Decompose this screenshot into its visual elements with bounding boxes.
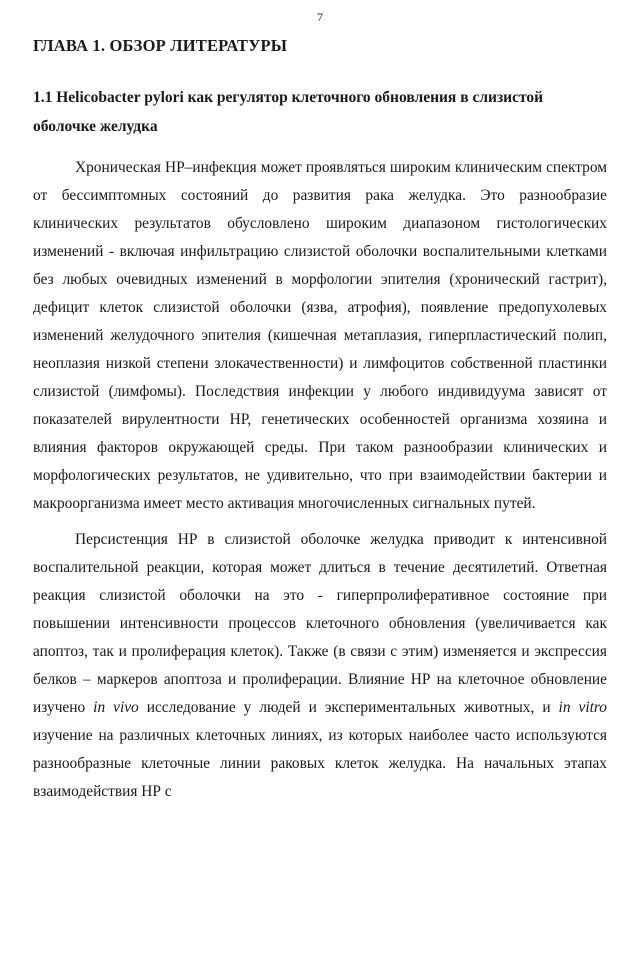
paragraph-2-part-1: Персистенция НР в слизистой оболочке желудка приводит к интенсивной воспалительной реакции, которая может длиться в течение десятилетий. Ответная реакция слизистой оболочки на это - гиперпролиферативное состояние при повышении интенсивности процессов клеточного обновления (увеличивается как апоптоз, так и пролиферация клеток). Также (в связи с этим) изменяется и экспрессия белков – маркеров апоптоза и пролиферации. Влияние НР на клеточное обновление изучено: [33, 531, 607, 716]
paragraph-2-part-2: исследование у людей и экспериментальных животных, и: [138, 699, 559, 716]
paragraph-2-italic-in-vivo: in vivo: [93, 699, 139, 716]
chapter-title: ГЛАВА 1. ОБЗОР ЛИТЕРАТУРЫ: [33, 36, 288, 55]
body-text: [33, 154, 607, 806]
paragraph-1: Хроническая НР–инфекция может проявляться широким клиническим спектром от бессимптомных состояний до развития рака желудка. Это разнообразие клинических результатов обусловлено широким диапазоном гистологических изменений - включая инфильтрацию слизистой оболочки воспалительными клетками без любых очевидных изменений в морфологии эпителия (хронический гастрит), дефицит клеток слизистой оболочки (язва, атрофия), появление предопухолевых изменений желудочного эпителия (кишечная метаплазия, гиперпластический полип, неоплазия низкой степени злокачественности) и лимфоцитов собственной пластинки слизистой (лимфомы). Последствия инфекции у любого индивидуума зависят от показателей вирулентности НР, генетических особенностей организма хозяина и влияния факторов окружающей среды. При таком разнообразии клинических и морфологических результатов, не удивительно, что при взаимодействии бактерии и макроорганизма имеет место активация многочисленных сигнальных путей.: [33, 159, 607, 512]
paragraph-2-italic-in-vitro: in vitro: [558, 699, 607, 716]
section-title: 1.1 Helicobacter pylori как регулятор клеточного обновления в слизистой оболочке желудка: [33, 89, 544, 135]
paragraph-2-part-3: изучение на различных клеточных линиях, из которых наиболее часто используются разнообразные клеточные линии раковых клеток желудка. На начальных этапах взаимодействия НР с: [33, 727, 607, 800]
paragraph-2: [33, 526, 607, 806]
page-number: 7: [317, 10, 323, 24]
